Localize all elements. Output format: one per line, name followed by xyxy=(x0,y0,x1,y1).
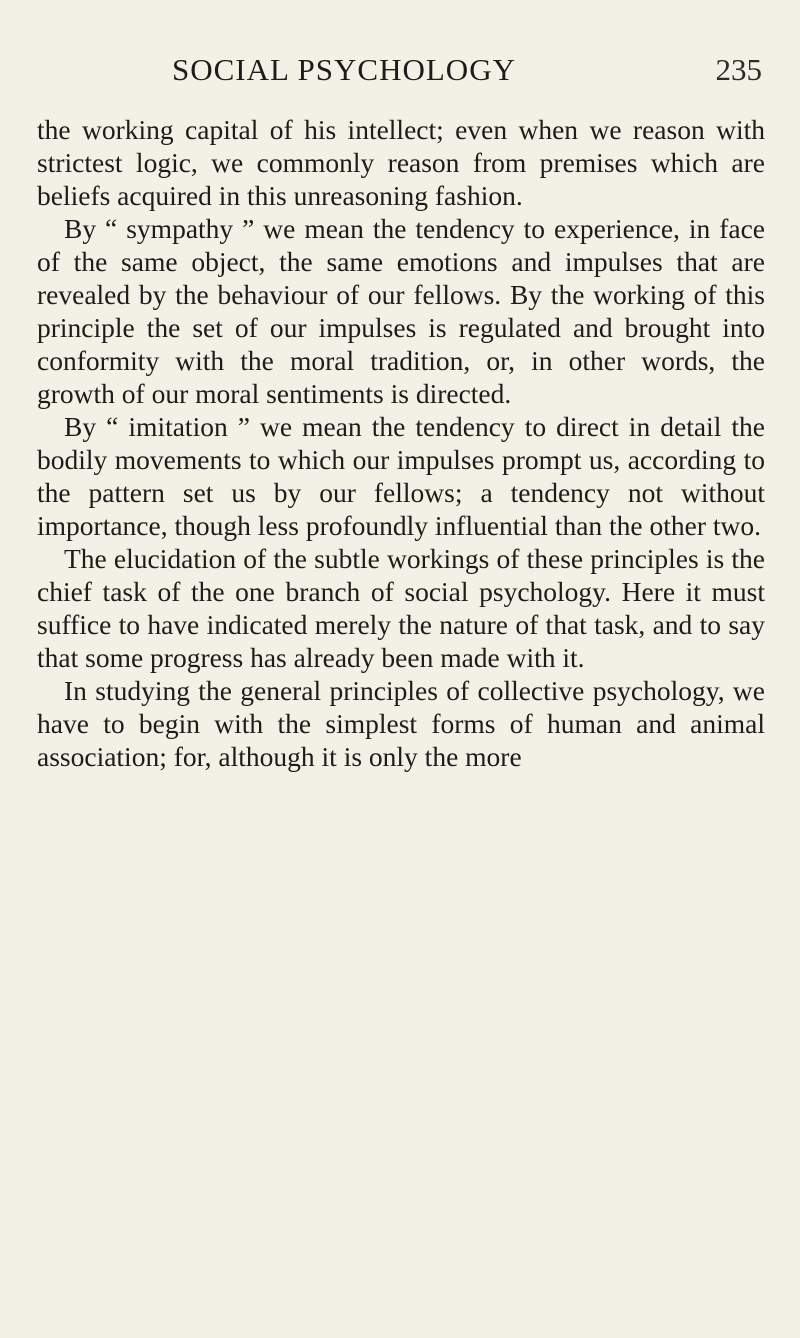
running-head: SOCIAL PSYCHOLOGY xyxy=(172,52,516,87)
paragraph-imitation: By “ imitation ” we mean the tendency to direct in detail the bodily movements to which our impulses prompt us, according to the pattern set us by our fellows; a tendency not without importance, though less profoundly influential than the other two. xyxy=(37,411,765,541)
paragraph-collective-psychology: In studying the general principles of collective psychology, we have to begin with the simplest forms of human and animal association; for, although it is only the more xyxy=(37,675,765,772)
page-header xyxy=(172,52,762,96)
paragraph-sympathy: By “ sympathy ” we mean the tendency to experience, in face of the same object, the same emotions and impulses that are revealed by the behaviour of our fellows. By the working of this principle the set of our impulses is regulated and brought into conformity with the moral tradition, or, in other words, the growth of our moral sentiments is directed. xyxy=(37,213,765,409)
paragraph-elucidation: The elucidation of the subtle workings of these principles is the chief task of the one branch of social psychology. Here it must suffice to have indicated merely the nature of that task, and to say that some progress has already been made with it. xyxy=(37,543,765,673)
page-number: 235 xyxy=(715,52,762,87)
paragraph-1: the working capital of his intellect; even when we reason with strictest logic, we commonly reason from premises which are beliefs acquired in this unreasoning fashion. xyxy=(37,114,765,211)
body-text xyxy=(37,113,765,773)
